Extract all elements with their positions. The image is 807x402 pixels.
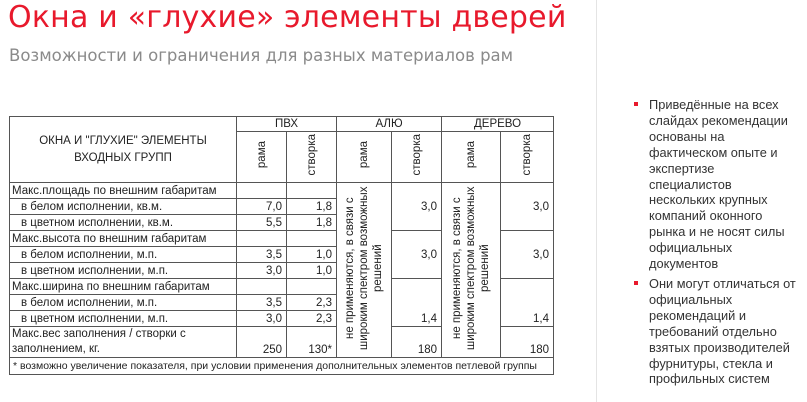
subheader-wood-frame: [442, 132, 501, 183]
table-cell: [237, 279, 287, 295]
section-label: Макс.площадь по внешним габаритам: [10, 183, 237, 199]
weight-pvc-frame: 250: [237, 327, 287, 358]
table-footnote: * возможно увеличение показателя, при условии применения дополнительных элементов петлевой группы: [10, 358, 554, 375]
subheader-wood-sash: [501, 132, 554, 183]
pvc-sash-value: 1,8: [287, 199, 337, 215]
subheader-label: рама: [255, 141, 268, 169]
subheader-label: рама: [358, 141, 371, 169]
pvc-frame-value: 3,0: [237, 311, 287, 327]
subheader-label: створка: [521, 134, 534, 176]
table-row: [10, 183, 554, 199]
table-cell: [287, 183, 337, 199]
spec-table: [9, 116, 554, 375]
not-applicable-note: не применяются, в связи с широким спектром возможных решений: [451, 186, 492, 350]
alu-sash-value: 3,0: [392, 183, 442, 231]
pvc-sash-value: 2,3: [287, 295, 337, 311]
notes-list: [628, 97, 800, 391]
weight-pvc-sash: 130*: [287, 327, 337, 358]
alu-sash-value: 3,0: [392, 231, 442, 279]
row-label: в цветном исполнении, м.п.: [10, 311, 237, 327]
table-header-row: [10, 117, 554, 132]
subheader-label: створка: [305, 134, 318, 176]
weight-wood-sash: 180: [501, 327, 554, 358]
pvc-frame-value: 3,0: [237, 263, 287, 279]
row-label: в цветном исполнении, м.п.: [10, 263, 237, 279]
subheader-pvc-sash: [287, 132, 337, 183]
column-divider: [596, 0, 597, 402]
pvc-sash-value: 1,0: [287, 247, 337, 263]
bullet-square-icon: [634, 281, 638, 285]
wood-frame-note: [442, 183, 501, 358]
list-item: [628, 276, 800, 387]
subheader-alu-frame: [337, 132, 392, 183]
group-header-wood: ДЕРЕВО: [442, 117, 554, 132]
list-item: [628, 97, 800, 272]
list-item-text: Они могут отличаться от официальных рекомендаций и требований отдельно взятых производителей фурнитуры, стекла и профильных систем: [649, 275, 796, 387]
page-title: Окна и «глухие» элементы дверей: [8, 0, 567, 35]
table-cell: [237, 231, 287, 247]
subheader-alu-sash: [392, 132, 442, 183]
row-label: в белом исполнении, м.п.: [10, 295, 237, 311]
subheader-label: рама: [465, 141, 478, 169]
list-item-text: Приведённые на всех слайдах рекомендации основаны на фактическом опыте и экспертизе специалистов нескольких крупных компаний оконного рынка и не носят силы официальных документов: [649, 97, 788, 272]
group-header-alu: АЛЮ: [337, 117, 442, 132]
row-label: в белом исполнении, кв.м.: [10, 199, 237, 215]
pvc-sash-value: 1,8: [287, 215, 337, 231]
row-label: в белом исполнении, м.п.: [10, 247, 237, 263]
alu-sash-value: 1,4: [392, 279, 442, 327]
table-cell: [287, 231, 337, 247]
wood-sash-value: 3,0: [501, 183, 554, 231]
table-corner-label: ОКНА И "ГЛУХИЕ" ЭЛЕМЕНТЫ ВХОДНЫХ ГРУПП: [10, 117, 237, 183]
weight-label: Макс.вес заполнения / створки с заполнением, кг.: [10, 327, 237, 358]
bullet-square-icon: [634, 102, 638, 106]
pvc-sash-value: 1,0: [287, 263, 337, 279]
wood-sash-value: 3,0: [501, 231, 554, 279]
section-label: Макс.ширина по внешним габаритам: [10, 279, 237, 295]
row-label: в цветном исполнении, кв.м.: [10, 215, 237, 231]
group-header-pvc: ПВХ: [237, 117, 337, 132]
table-cell: [237, 183, 287, 199]
table-cell: [287, 279, 337, 295]
section-label: Макс.высота по внешним габаритам: [10, 231, 237, 247]
subheader-pvc-frame: [237, 132, 287, 183]
footnote-row: [10, 358, 554, 375]
pvc-frame-value: 3,5: [237, 295, 287, 311]
subheader-label: створка: [410, 134, 423, 176]
pvc-frame-value: 5,5: [237, 215, 287, 231]
page-subtitle: Возможности и ограничения для разных материалов рам: [9, 46, 514, 65]
alu-frame-note: [337, 183, 392, 358]
pvc-frame-value: 7,0: [237, 199, 287, 215]
not-applicable-note: не применяются, в связи с широким спектром возможных решений: [344, 186, 385, 350]
weight-alu-sash: 180: [392, 327, 442, 358]
pvc-frame-value: 3,5: [237, 247, 287, 263]
wood-sash-value: 1,4: [501, 279, 554, 327]
pvc-sash-value: 2,3: [287, 311, 337, 327]
